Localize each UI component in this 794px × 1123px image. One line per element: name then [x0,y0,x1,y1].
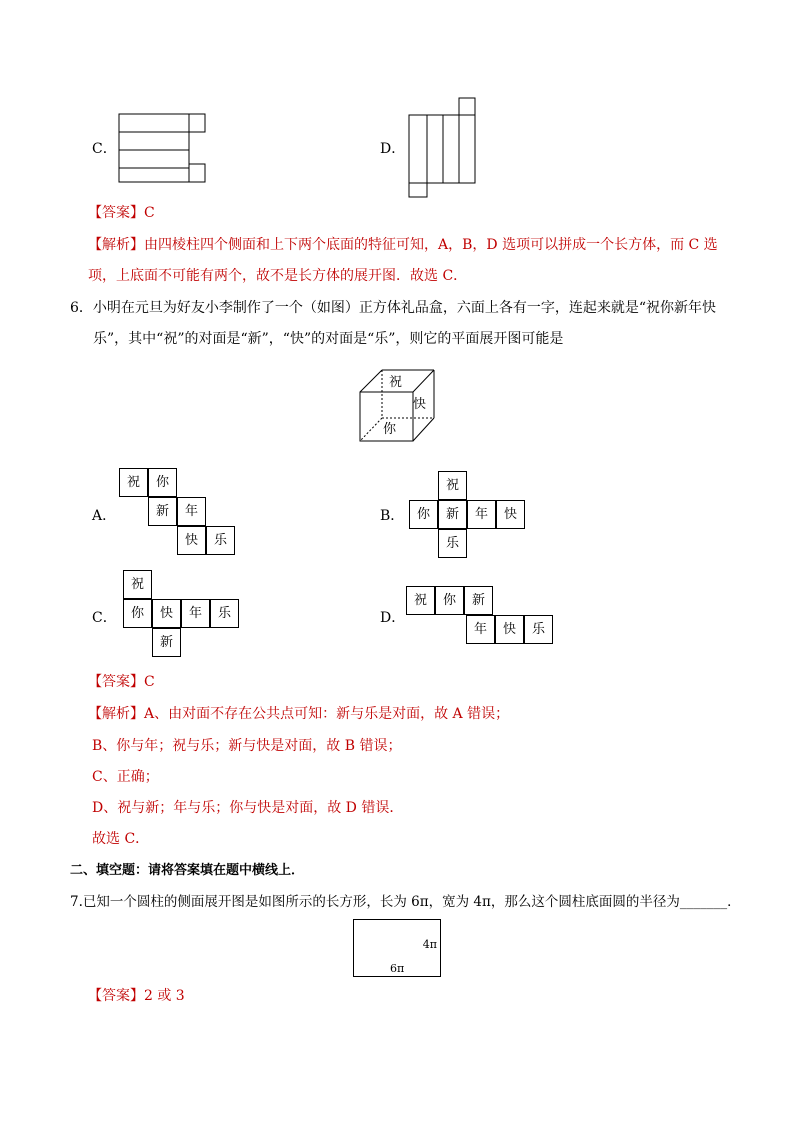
q5c-face-6 [189,164,205,182]
q5-option-d-label: D． [380,141,406,157]
net-cell: 新 [438,500,467,529]
q5d-face-4 [459,115,475,183]
cube-top-label: 祝 [389,375,403,390]
q5d-face-3 [443,115,459,183]
net-cell: 祝 [438,471,467,500]
q5c-face-5 [119,168,189,182]
q6-option-b-net [409,471,529,561]
net-cell: 你 [435,586,464,615]
net-cell: 快 [177,526,206,555]
q6-analysis-line1: 【解析】A、由对面不存在公共点可知：新与乐是对面，故 A 错误； [88,706,510,722]
q5-answer: 【答案】C [88,205,155,221]
net-cell: 乐 [206,526,235,555]
q6-analysis-line3: C、正确； [92,769,159,785]
section-2-title: 二、填空题：请将答案填在题中横线上． [70,863,305,878]
net-cell: 新 [464,586,493,615]
q6-option-b-label: B． [380,508,405,524]
net-cell: 快 [152,599,181,628]
q7-rect-width-label: 6π [390,962,405,975]
q5d-face-1 [409,115,427,183]
q6-question-line1: 6．小明在元旦为好友小李制作了一个（如图）正方体礼品盒，六面上各有一字，连起来就是“祝你新年快 [70,300,717,316]
net-cell: 你 [123,599,152,628]
net-cell: 乐 [210,599,239,628]
net-cell: 年 [466,615,495,644]
q5-option-c-net [115,110,210,185]
net-cell: 年 [181,599,210,628]
q5-analysis-line2: 项，上底面不可能有两个，故不是长方体的展开图．故选 C． [88,268,468,284]
cube-front-label: 你 [383,422,397,437]
net-cell: 祝 [123,570,152,599]
q5c-face-3 [119,132,189,150]
q6-question-line2: 乐”，其中“祝”的对面是“新”，“快”的对面是“乐”，则它的平面展开图可能是 [93,331,564,347]
q6-analysis-line5: 故选 C． [92,831,150,847]
net-cell: 新 [148,497,177,526]
q6-option-d-net [406,586,556,646]
q5-option-d-net [405,95,480,200]
q6-answer: 【答案】C [88,674,155,690]
q6-option-c-net [123,570,243,660]
net-cell: 年 [177,497,206,526]
q6-option-a-label: A． [92,508,117,524]
net-cell: 乐 [524,615,553,644]
q7-rectangle-figure [353,919,441,977]
q7-answer: 【答案】2 或 3 [88,988,185,1004]
net-cell: 祝 [406,586,435,615]
q5d-face-6 [409,183,427,197]
q5-analysis-line1: 【解析】由四棱柱四个侧面和上下两个底面的特征可知，A，B，D 选项可以拼成一个长方体，而 C 选 [88,237,718,253]
q6-option-c-label: C． [92,610,117,626]
net-cell: 快 [496,500,525,529]
cube-right-label: 快 [413,397,427,412]
net-cell: 祝 [119,468,148,497]
net-cell: 你 [409,500,438,529]
net-cell: 新 [152,628,181,657]
q7-rect-height-label: 4π [422,938,437,951]
q6-analysis-line2: B、你与年；祝与乐；新与快是对面，故 B 错误； [92,738,402,754]
q5-option-c-label: C． [92,141,117,157]
q6-option-a-net [119,468,241,558]
q6-analysis-line4: D、祝与新；年与乐；你与快是对面，故 D 错误． [92,800,404,816]
q5d-face-5 [459,98,475,115]
q5d-face-2 [427,115,443,183]
net-cell: 快 [495,615,524,644]
q5c-face-2 [189,114,205,132]
q6-cube-figure [355,365,440,445]
q7-question: 7.已知一个圆柱的侧面展开图是如图所示的长方形，长为 6π，宽为 4π，那么这个圆柱底面圆的半径为_______． [70,894,741,910]
q6-option-d-label: D． [380,610,406,626]
net-cell: 年 [467,500,496,529]
q5c-face-1 [119,114,189,132]
net-cell: 乐 [438,529,467,558]
net-cell: 你 [148,468,177,497]
q5c-face-4 [119,150,189,168]
